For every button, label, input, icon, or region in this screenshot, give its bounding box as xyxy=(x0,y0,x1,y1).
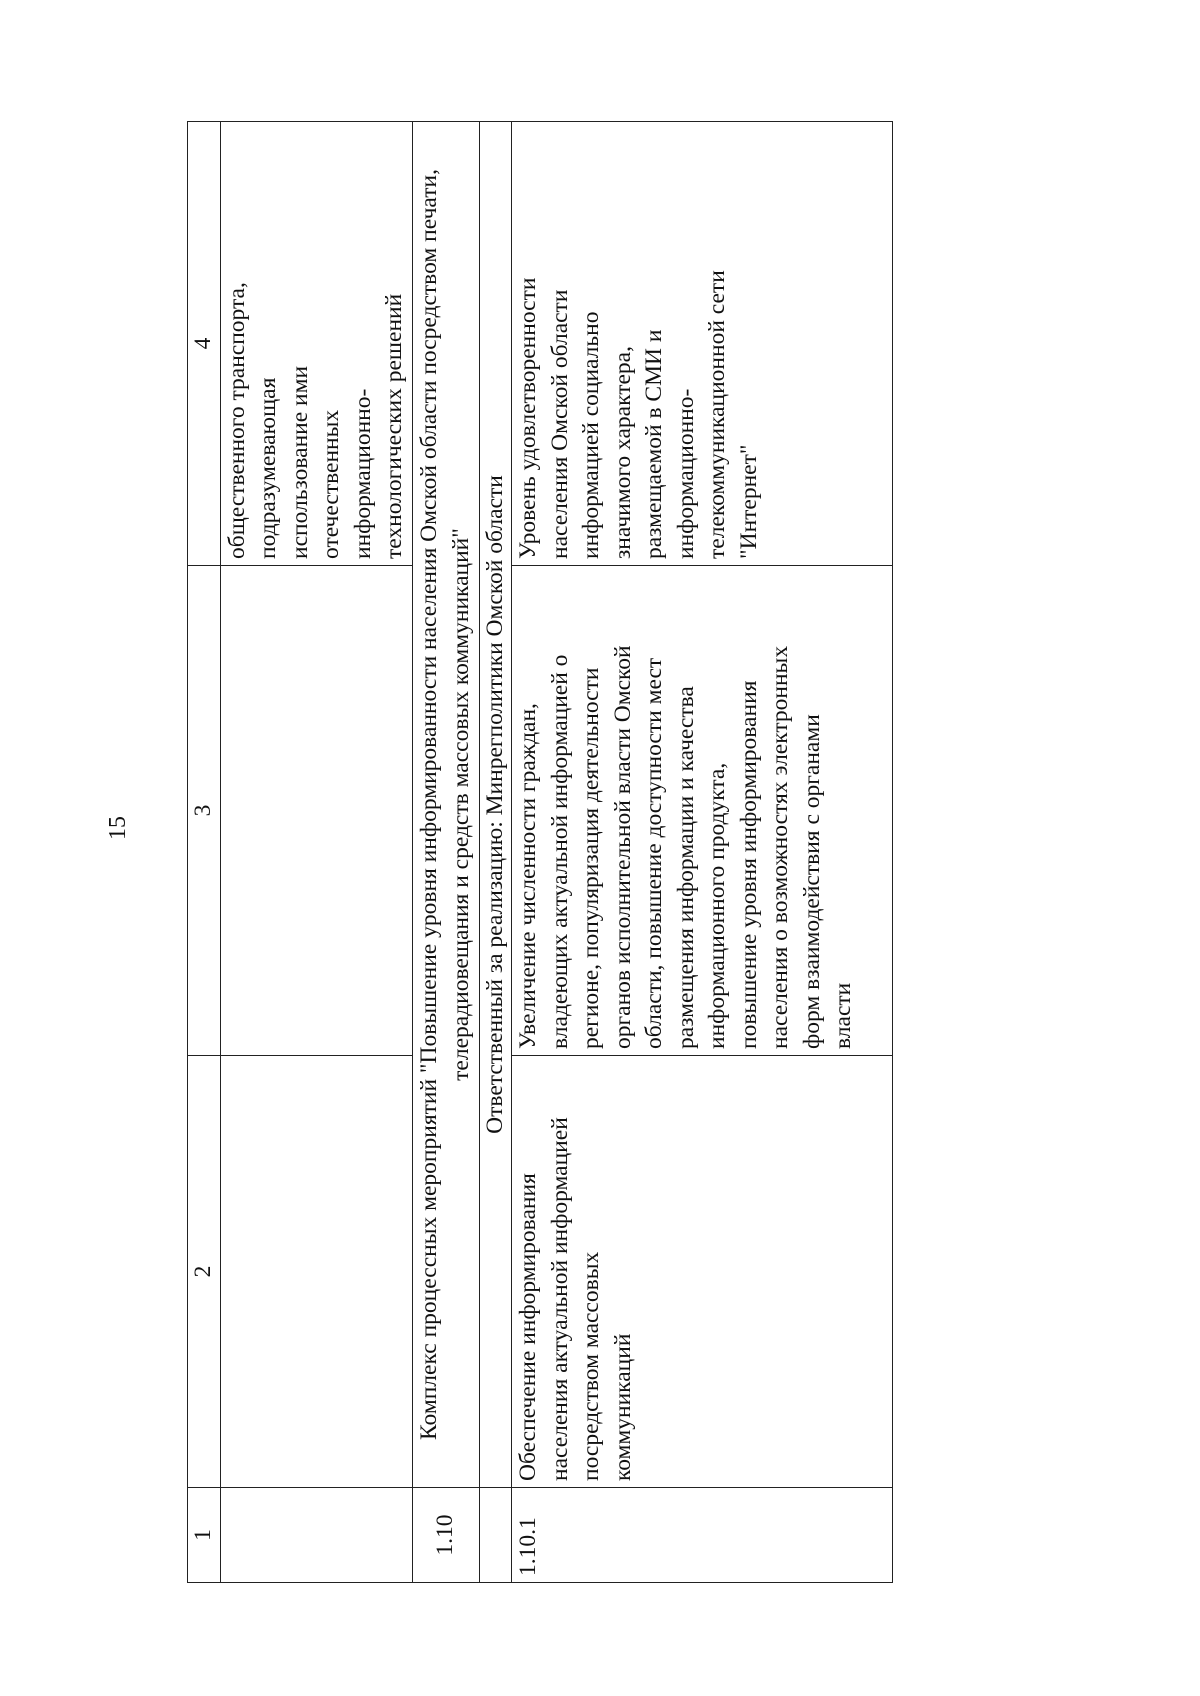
item-indicator-cell xyxy=(512,122,893,566)
section-title-row xyxy=(412,122,479,1583)
column-header-2: 2 xyxy=(188,1056,221,1488)
item-task: Обеспечение информирования населения актуальной информацией посредством массовых коммуникаций xyxy=(515,1117,636,1481)
item-task-cell xyxy=(512,1056,893,1488)
item-number: 1.10.1 xyxy=(512,1488,893,1583)
table-header-row xyxy=(188,122,221,1583)
item-row xyxy=(512,122,893,1583)
item-indicator: Уровень удовлетворенности населения Омской области информацией социально значимого характера, размещаемой в СМИ и информационно- телекоммуникационной сети "Интернет" xyxy=(515,270,762,559)
continuation-cell-4 xyxy=(220,122,412,566)
column-header-4: 4 xyxy=(188,122,221,566)
continuation-cell-3 xyxy=(220,566,412,1056)
continuation-text: общественного транспорта, подразумевающая использование ими отечественных информационно- технологических решений xyxy=(223,282,407,559)
responsible-row xyxy=(479,122,512,1583)
section-title: Комплекс процессных мероприятий "Повышение уровня информированности населения Омской области посредством печати, телерадиовещания и средств массовых коммуникаций" xyxy=(412,122,479,1488)
continuation-row xyxy=(220,122,412,1583)
column-header-1: 1 xyxy=(188,1488,221,1583)
responsible-text: Ответственный за реализацию: Минрегполитики Омской области xyxy=(479,122,512,1488)
page-number: 15 xyxy=(105,816,131,840)
responsible-number-cell xyxy=(479,1488,512,1583)
document-table xyxy=(187,121,893,1583)
document-table-rotated xyxy=(187,122,893,1583)
section-number: 1.10 xyxy=(412,1488,479,1583)
column-header-3: 3 xyxy=(188,566,221,1056)
item-description: Увеличение численности граждан, владеющих актуальной информацией о регионе, популяризация деятельности органов исполнительной власти Омской области, повышение доступности мест размещения информации и качества информационного продукта, повышение уровня информирования населения о возможностях электронных форм взаимодействия с органами власти xyxy=(515,645,856,1049)
continuation-cell-1 xyxy=(220,1488,412,1583)
continuation-cell-2 xyxy=(220,1056,412,1488)
item-description-cell xyxy=(512,566,893,1056)
